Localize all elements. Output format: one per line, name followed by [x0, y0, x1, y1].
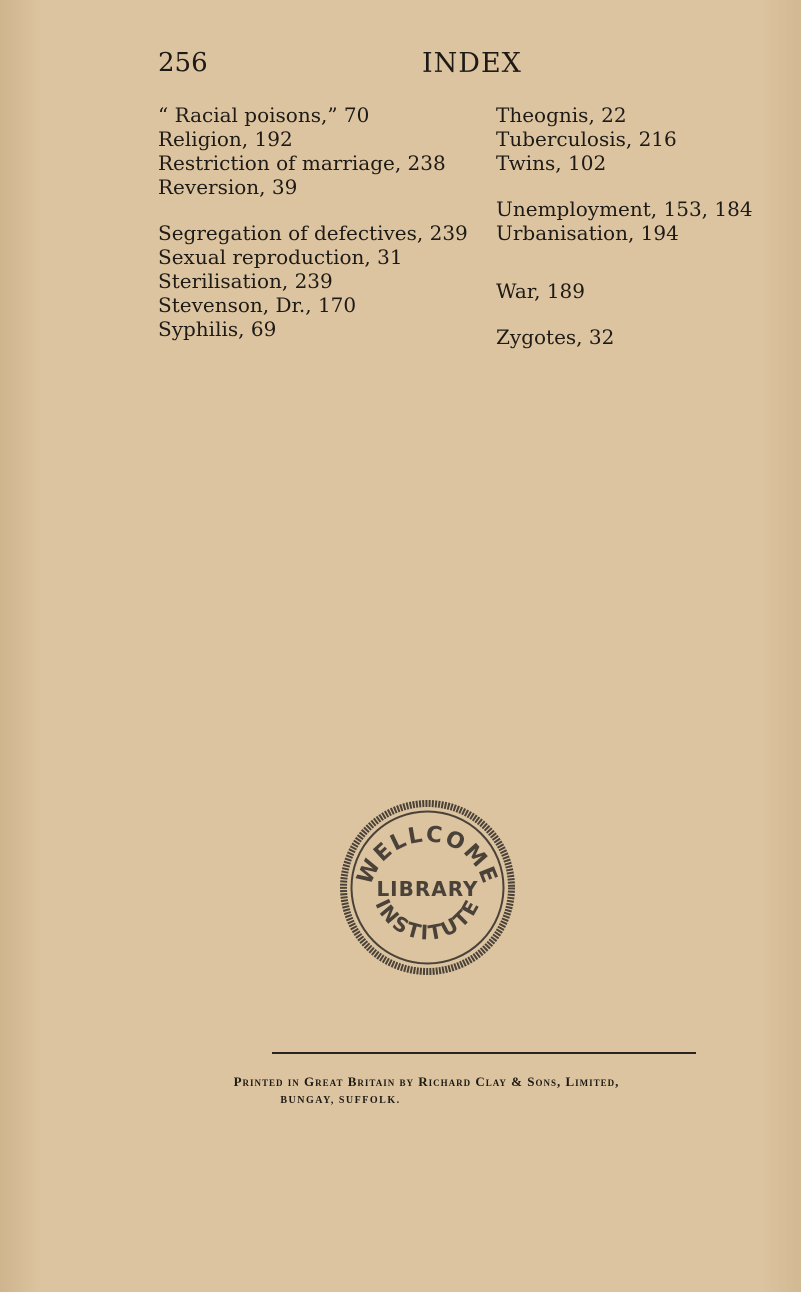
stamp-ring-text-top: WELLCOME	[352, 822, 503, 889]
printer-location: BUNGAY, SUFFOLK.	[280, 1095, 401, 1106]
index-entry: “ Racial poisons,” 70	[158, 103, 370, 127]
index-entry: Syphilis, 69	[158, 317, 277, 341]
index-entry: Sterilisation, 239	[158, 269, 333, 293]
printer-colophon: Printed in Great Britain by Richard Clay & Sons, Limited,	[233, 1074, 620, 1089]
index-entry: Segregation of defectives, 239	[158, 221, 468, 245]
index-entry: Unemployment, 153, 184	[496, 197, 753, 221]
running-head: INDEX	[422, 48, 522, 79]
index-entry: Tuberculosis, 216	[496, 127, 677, 151]
index-column-right	[496, 103, 796, 349]
page-number: 256	[158, 48, 208, 78]
index-entry: Zygotes, 32	[496, 325, 615, 349]
index-entry: Theognis, 22	[496, 103, 627, 127]
library-stamp	[340, 800, 515, 975]
index-entry: Sexual reproduction, 31	[158, 245, 403, 269]
colophon-rule	[272, 1052, 696, 1054]
stamp-label: LIBRARY	[376, 877, 479, 901]
index-entry: Twins, 102	[496, 151, 607, 175]
index-entry: Restriction of marriage, 238	[158, 151, 446, 175]
index-entry: Urbanisation, 194	[496, 221, 679, 245]
index-column-left	[158, 103, 468, 341]
index-entry: Religion, 192	[158, 127, 293, 151]
index-entry: Reversion, 39	[158, 175, 298, 199]
index-entry: Stevenson, Dr., 170	[158, 293, 357, 317]
index-entry: War, 189	[496, 279, 585, 303]
stamp-ring-text-bottom: INSTITUTE	[370, 894, 485, 945]
